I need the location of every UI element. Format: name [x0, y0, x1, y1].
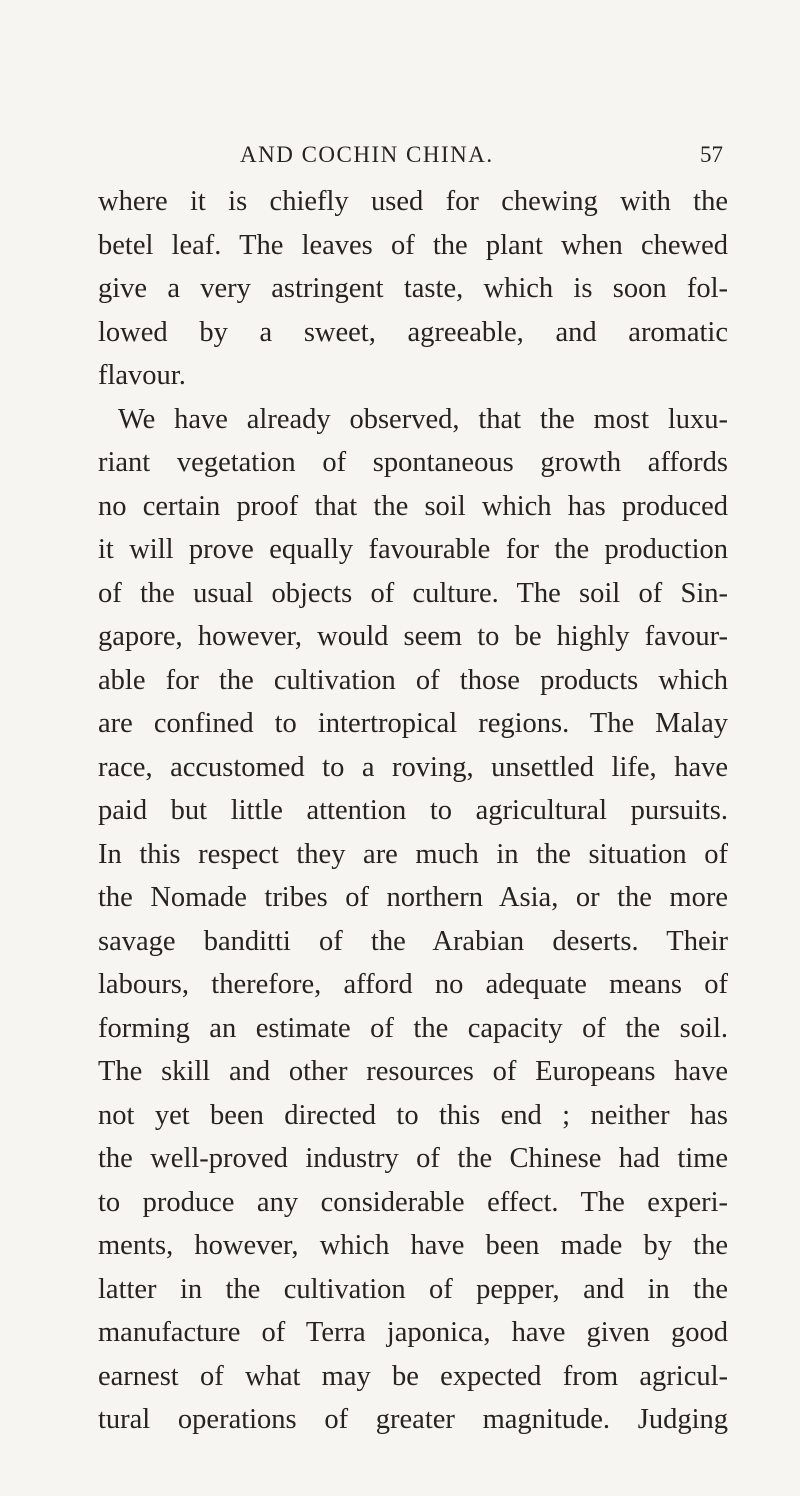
text-line: latter in the cultivation of pepper, and in the: [98, 1273, 728, 1305]
text-line: savage banditti of the Arabian deserts. Their: [98, 925, 728, 957]
text-line: to produce any considerable effect. The experi-: [98, 1186, 728, 1218]
text-line: labours, therefore, afford no adequate means of: [98, 969, 728, 1000]
text-line: of the usual objects of culture. The soil of Sin-: [98, 577, 728, 609]
text-line: gapore, however, would seem to be highly favour-: [98, 621, 728, 652]
text-line: able for the cultivation of those products which: [98, 664, 728, 696]
text-line: the Nomade tribes of northern Asia, or the more: [98, 882, 728, 913]
text-line: forming an estimate of the capacity of the soil.: [98, 1012, 728, 1044]
text-line: race, accustomed to a roving, unsettled life, have: [98, 751, 728, 783]
text-line: lowed by a sweet, agreeable, and aromatic: [98, 316, 728, 348]
text-line: In this respect they are much in the situation of: [98, 838, 728, 870]
text-line: are confined to intertropical regions. The Malay: [98, 708, 728, 739]
text-line: betel leaf. The leaves of the plant when chewed: [98, 229, 728, 261]
body-text: [98, 180, 728, 1442]
running-header: [0, 142, 800, 172]
text-line: tural operations of greater magnitude. Judging: [98, 1404, 728, 1435]
text-line: riant vegetation of spontaneous growth affords: [98, 447, 728, 478]
text-line: the well-proved industry of the Chinese had time: [98, 1143, 728, 1174]
text-line: The skill and other resources of Europeans have: [98, 1056, 728, 1087]
text-line: where it is chiefly used for chewing with the: [98, 186, 728, 217]
text-line: it will prove equally favourable for the production: [98, 534, 728, 565]
text-line: no certain proof that the soil which has produced: [98, 490, 728, 522]
text-line: manufacture of Terra japonica, have given good: [98, 1317, 728, 1348]
text-line: earnest of what may be expected from agricul-: [98, 1360, 728, 1392]
text-line: ments, however, which have been made by the: [98, 1230, 728, 1261]
running-title: AND COCHIN CHINA.: [240, 142, 494, 167]
text-line: give a very astringent taste, which is soon fol-: [98, 273, 728, 304]
text-line: not yet been directed to this end ; neither has: [98, 1099, 728, 1131]
text-line: paid but little attention to agricultural pursuits.: [98, 795, 728, 826]
text-line: flavour.: [98, 360, 186, 391]
text-line: We have already observed, that the most luxu-: [118, 403, 728, 435]
page-number: 57: [700, 142, 723, 167]
